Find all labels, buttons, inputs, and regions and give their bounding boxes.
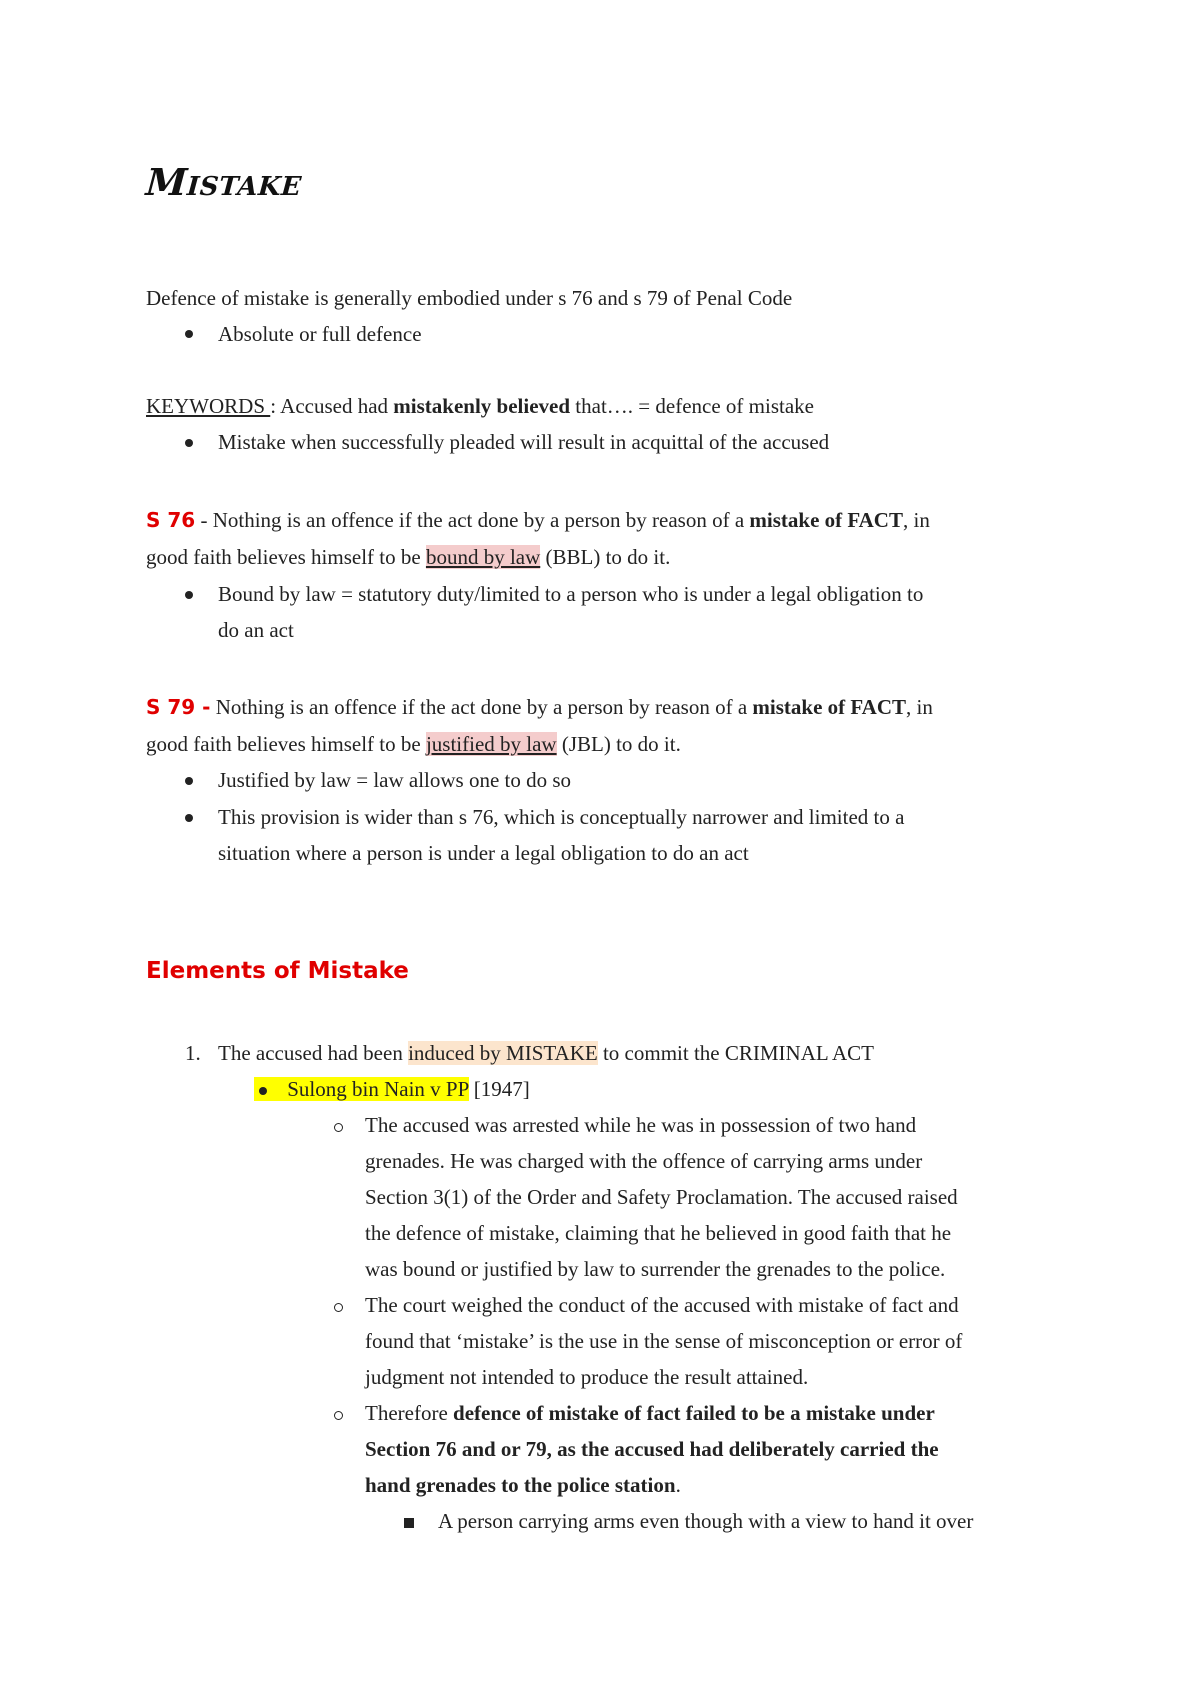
bullet-dot-icon — [185, 814, 193, 822]
case-year: [1947] — [468, 1077, 530, 1101]
page-title: Mistake — [144, 160, 304, 204]
item-1-text: The accused had been — [218, 1041, 409, 1065]
s76-bullet-line-2: do an act — [218, 618, 294, 642]
sub2-line-1: The court weighed the conduct of the accused with mistake of fact and — [365, 1293, 959, 1317]
sub1-line-2: grenades. He was charged with the offence of carrying arms under — [365, 1149, 923, 1173]
case-line — [254, 1071, 530, 1107]
s79-highlight: justified by law — [425, 732, 557, 756]
item-1-line — [218, 1035, 874, 1071]
intro-bullet: Absolute or full defence — [218, 322, 422, 346]
circle-bullet-icon — [334, 1303, 343, 1312]
keywords-text: : Accused had — [270, 394, 394, 418]
sub1-line-5: was bound or justified by law to surrender the grenades to the police. — [365, 1257, 946, 1281]
sub3-line-3 — [365, 1467, 681, 1503]
bullet-dot-icon — [185, 330, 193, 338]
bullet-dot-icon — [259, 1087, 267, 1095]
circle-bullet-icon — [334, 1123, 343, 1132]
circle-bullet-icon — [334, 1411, 343, 1420]
sub1-line-1: The accused was arrested while he was in possession of two hand — [365, 1113, 917, 1137]
s76-highlight: bound by law — [425, 545, 541, 569]
s79-bold: mistake of FACT — [752, 695, 907, 719]
s76-bullet-line-1: Bound by law = statutory duty/limited to a person who is under a legal obligation to — [218, 582, 924, 606]
case-highlight — [254, 1077, 469, 1101]
s79-label: S 79 - — [146, 695, 211, 719]
s76-bold: mistake of FACT — [749, 508, 903, 532]
keywords-label: KEYWORDS — [146, 394, 271, 418]
sub3-line-1 — [365, 1395, 935, 1431]
s79-text-end: , in — [906, 695, 933, 719]
keywords-text-end: that…. = defence of mistake — [570, 394, 814, 418]
sub3-bold-3: hand grenades to the police station — [365, 1473, 676, 1497]
bullet-dot-icon — [185, 591, 193, 599]
sub4-line: A person carrying arms even though with a view to hand it over — [438, 1509, 974, 1533]
s79-bullet-1: Justified by law = law allows one to do so — [218, 768, 572, 792]
s79-line-1 — [146, 689, 933, 725]
s79-bullet-2-line-1: This provision is wider than s 76, which is conceptually narrower and limited to a — [218, 805, 905, 829]
keywords-line — [146, 388, 814, 424]
s79-line2-end: (JBL) to do it. — [556, 732, 681, 756]
s79-text: Nothing is an offence if the act done by a person by reason of a — [210, 695, 753, 719]
sub3-end: . — [675, 1473, 681, 1497]
s76-text-end: , in — [902, 508, 930, 532]
bullet-dot-icon — [185, 777, 193, 785]
s79-line2-text: good faith believes himself to be — [146, 732, 426, 756]
case-name: Sulong bin Nain v PP — [287, 1077, 469, 1101]
s76-line-1 — [146, 502, 930, 538]
bullet-dot-icon — [185, 439, 193, 447]
keywords-bullet: Mistake when successfully pleaded will result in acquittal of the accused — [218, 430, 830, 454]
sub1-line-4: the defence of mistake, claiming that he believed in good faith that he — [365, 1221, 952, 1245]
sub3-bold-1: defence of mistake of fact failed to be a mistake under — [453, 1401, 935, 1425]
item-1-number: 1. — [185, 1041, 201, 1065]
intro-line: Defence of mistake is generally embodied under s 76 and s 79 of Penal Code — [146, 286, 793, 310]
item-1-text-end: to commit the CRIMINAL ACT — [597, 1041, 875, 1065]
s79-bullet-2-line-2: situation where a person is under a legal obligation to do an act — [218, 841, 749, 865]
s76-label: S 76 — [146, 508, 196, 532]
elements-heading: Elements of Mistake — [146, 958, 409, 984]
item-1-highlight: induced by MISTAKE — [408, 1041, 598, 1065]
s76-line-2 — [146, 539, 670, 575]
sub1-line-3: Section 3(1) of the Order and Safety Proclamation. The accused raised — [365, 1185, 958, 1209]
sub3-text: Therefore — [365, 1401, 454, 1425]
s79-line-2 — [146, 726, 681, 762]
sub3-line-2 — [365, 1431, 939, 1467]
sub2-line-3: judgment not intended to produce the result attained. — [365, 1365, 809, 1389]
s76-text: - Nothing is an offence if the act done by a person by reason of a — [195, 508, 750, 532]
s76-line2-end: (BBL) to do it. — [540, 545, 671, 569]
square-bullet-icon — [404, 1518, 414, 1528]
s76-line2-text: good faith believes himself to be — [146, 545, 426, 569]
sub2-line-2: found that ‘mistake’ is the use in the sense of misconception or error of — [365, 1329, 963, 1353]
sub3-bold-2: Section 76 and or 79, as the accused had deliberately carried the — [365, 1437, 939, 1461]
keywords-bold: mistakenly believed — [393, 394, 571, 418]
